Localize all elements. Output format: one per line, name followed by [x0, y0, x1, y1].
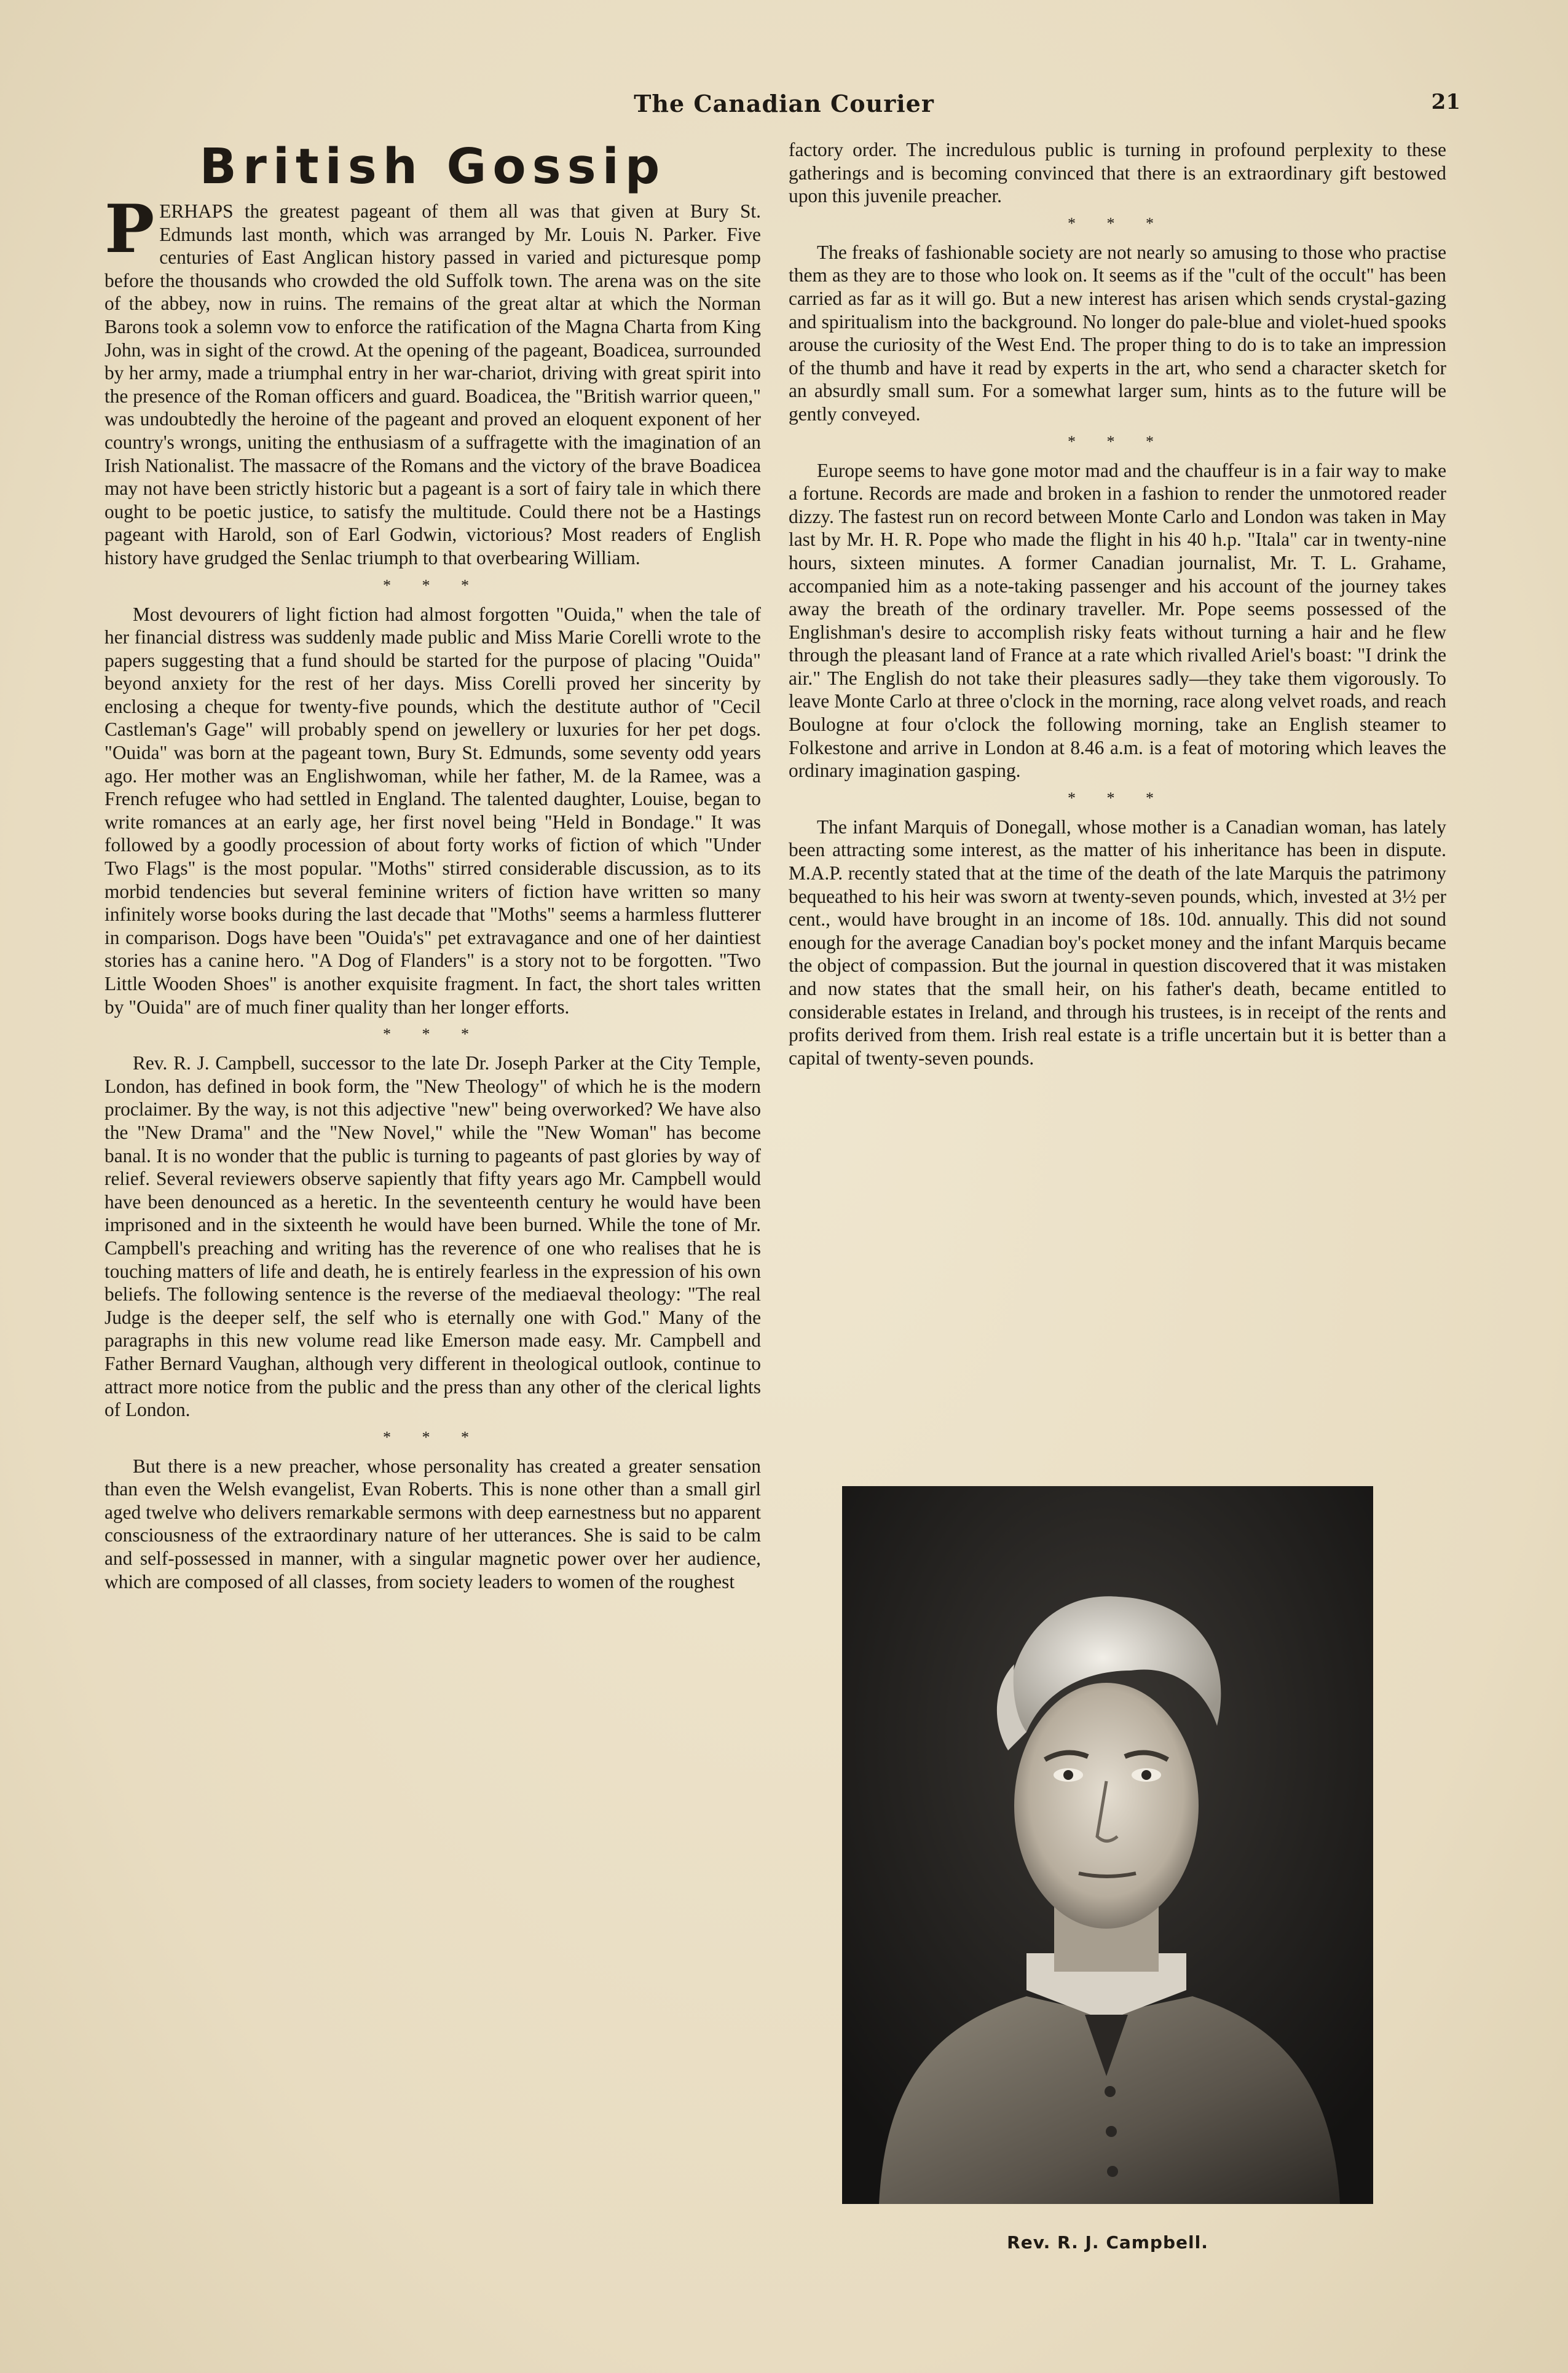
- drop-cap: P: [104, 191, 155, 268]
- page-header: [108, 90, 1460, 120]
- right-column: [789, 138, 1446, 1069]
- portrait-photo: [842, 1486, 1373, 2204]
- paragraph-new-preacher: But there is a new preacher, whose personality has created a greater sensation than even the Welsh evangelist, Evan Roberts. This is none other than a small girl aged twelve who delivers remarkable sermons with deep earnestness but no apparent consciousness of the extraordinary nature of her utterances. She is said to be calm and self-possessed in manner, with a singular magnetic power over her audience, which are composed of all classes, from society leaders to women of the roughest: [104, 1455, 761, 1592]
- section-separator: * * *: [383, 1025, 483, 1044]
- paragraph-pageant: [104, 191, 761, 570]
- paragraph-motor: Europe seems to have gone motor mad and the chauffeur is in a fair way to make a fortune. Records are made and broken in a fashion to render the unmotored reader dizzy. The fastest run on record between Monte Carlo and London was taken in May last by Mr. H. R. Pope who made the flight in his 40 h.p. "Itala" car in twenty-nine hours, sixteen minutes. A former Canadian journalist, Mr. T. L. Grahame, accompanied him as a note-taking passenger and his account of the journey takes away the breath of the ordinary traveller. Mr. Pope seems possessed of the Englishman's desire to accomplish risky feats without turning a hair and he flew through the pleasant land of France at a rate which rivalled Ariel's boast: "I drink the air." The English do not take their pleasures sadly—they take them vigorously. To leave Monte Carlo at three o'clock in the morning, race along velvet roads, and reach Boulogne at four o'clock the following morning, take an English steamer to Folkestone and arrive in London at 8.46 a.m. is a feat of motoring which leaves the ordinary imagination gasping.: [789, 459, 1446, 782]
- masthead: The Canadian Courier: [634, 90, 934, 117]
- paragraph-ouida: Most devourers of light fiction had almost forgotten "Ouida," when the tale of her financial distress was suddenly made public and Miss Marie Corelli wrote to the papers suggesting that a fund should be started for the purpose of placing "Ouida" beyond anxiety for the rest of her days. Miss Corelli proved her sincerity by enclosing a cheque for twenty-five pounds, which the destitute author of "Cecil Castleman's Gage" will probably spend on jewellery or luxuries for her pet dogs. "Ouida" was born at the pageant town, Bury St. Edmunds, some seventy odd years ago. Her mother was an Englishwoman, while her father, M. de la Ramee, was a French refugee who had settled in England. The talented daughter, Louise, began to write romances at an early age, her first novel being "Held in Bondage." It was followed by a goodly procession of about forty works of fiction of which "Under Two Flags" is the most popular. "Moths" stirred considerable discussion, as to its morbid tendencies but several feminine writers of fiction have written so many infinitely worse books during the last decade that "Moths" seems a harmless flutterer in comparison. Dogs have been "Ouida's" pet extravagance and one of her daintiest stories has a canine hero. "A Dog of Flanders" is a story not to be forgotten. "Two Little Wooden Shoes" is another exquisite fragment. In fact, the short tales written by "Ouida" are of much finer quality than her longer efforts.: [104, 603, 761, 1018]
- section-separator: * * *: [383, 1428, 483, 1446]
- paragraph-campbell: Rev. R. J. Campbell, successor to the late Dr. Joseph Parker at the City Temple, London, has defined in book form, the "New Theology" of which he is the modern proclaimer. By the way, is not this adjective "new" being overworked? We have also the "New Drama" and the "New Novel," while the "New Woman" has become banal. It is no wonder that the public is turning to pageants of past glories by way of relief. Several reviewers observe sapiently that fifty years ago Mr. Campbell would have been denounced as a heretic. In the seventeenth century he would have been imprisoned and in the sixteenth he would have been burned. While the tone of Mr. Campbell's preaching and writing has the reverence of one who realises that he is touching matters of life and death, he is entirely fearless in the expression of his own beliefs. The following sentence is the reverse of the mediaeval theology: "The real Judge is the deeper self, the self who is eternally one with God." Many of the paragraphs in this new volume read like Emerson made easy. Mr. Campbell and Father Bernard Vaughan, although very different in theological outlook, continue to attract more notice from the public and the press than any other of the clerical lights of London.: [104, 1052, 761, 1421]
- section-separator: * * *: [383, 576, 483, 594]
- paragraph-fashionable-society: The freaks of fashionable society are not nearly so amusing to those who practise them as they are to those who look on. It seems as if the "cult of the occult" has been carried as far as it will go. But a new interest has arisen which sends crystal-gazing and spiritualism into the background. No longer do pale-blue and violet-hued spooks arouse the curiosity of the West End. The proper thing to do is to take an impression of the thumb and have it read by experts in the art, who send a character sketch for an absurdly small sum. For a somewhat larger sum, hints as to the future will be gently conveyed.: [789, 241, 1446, 425]
- portrait-illustration: [842, 1486, 1373, 2204]
- article-title: British Gossip: [199, 138, 666, 195]
- paragraph-continued: factory order. The incredulous public is turning in profound perplexity to these gatherings and is becoming convinced that there is an extraordinary gift bestowed upon this juvenile preacher.: [789, 139, 1446, 207]
- paragraph-text: ERHAPS the greatest pageant of them all was that given at Bury St. Edmunds last month, which was arranged by Mr. Louis N. Parker. Five centuries of East Anglican history passed in varied and picturesque pomp before the thousands who crowded the old Suffolk town. The arena was on the site of the abbey, now in ruins. The remains of the great altar at which the Norman Barons took a solemn vow to enforce the ratification of the Magna Charta from King John, was in sight of the crowd. At the opening of the pageant, Boadicea, surrounded by her army, made a triumphal entry in her war-chariot, driving with great spirit into the presence of the Roman officers and guard. Boadicea, the "British warrior queen," was undoubtedly the heroine of the pageant and proved an eloquent exponent of her country's wrongs, uniting the enthusiasm of a suffragette with the imagination of an Irish Nationalist. The massacre of the Romans and the victory of the brave Boadicea may not have been strictly historic but a pageant is a sort of fairy tale in which there ought to be poetic justice, to satisfy the multitude. Could there not be a Hastings pageant with Harold, son of Earl Godwin, victorious? Most readers of English history have grudged the Senlac triumph to that overbearing William.: [104, 200, 761, 569]
- paragraph-donegall: The infant Marquis of Donegall, whose mother is a Canadian woman, has lately been attracting some interest, as the matter of his inheritance has been in dispute. M.A.P. recently stated that at the time of the death of the late Marquis the patrimony bequeathed to his heir was sworn at twenty-seven pounds, which, invested at 3½ per cent., would have brought in an income of 18s. 10d. annually. This did not sound enough for the average Canadian boy's pocket money and the infant Marquis became the object of compassion. But the journal in question discovered that it was mistaken and now states that the small heir, on his father's death, became entitled to considerable estates in Ireland, and through his trustees, is in receipt of the rents and profits derived from them. Irish real estate is a trifle uncertain but it is better than a capital of twenty-seven pounds.: [789, 816, 1446, 1069]
- left-column: [104, 138, 761, 1593]
- photo-caption: Rev. R. J. Campbell.: [1007, 2232, 1208, 2253]
- section-separator: * * *: [1068, 214, 1167, 232]
- section-separator: * * *: [1068, 432, 1167, 451]
- page-number: 21: [1431, 90, 1460, 114]
- section-separator: * * *: [1068, 789, 1167, 807]
